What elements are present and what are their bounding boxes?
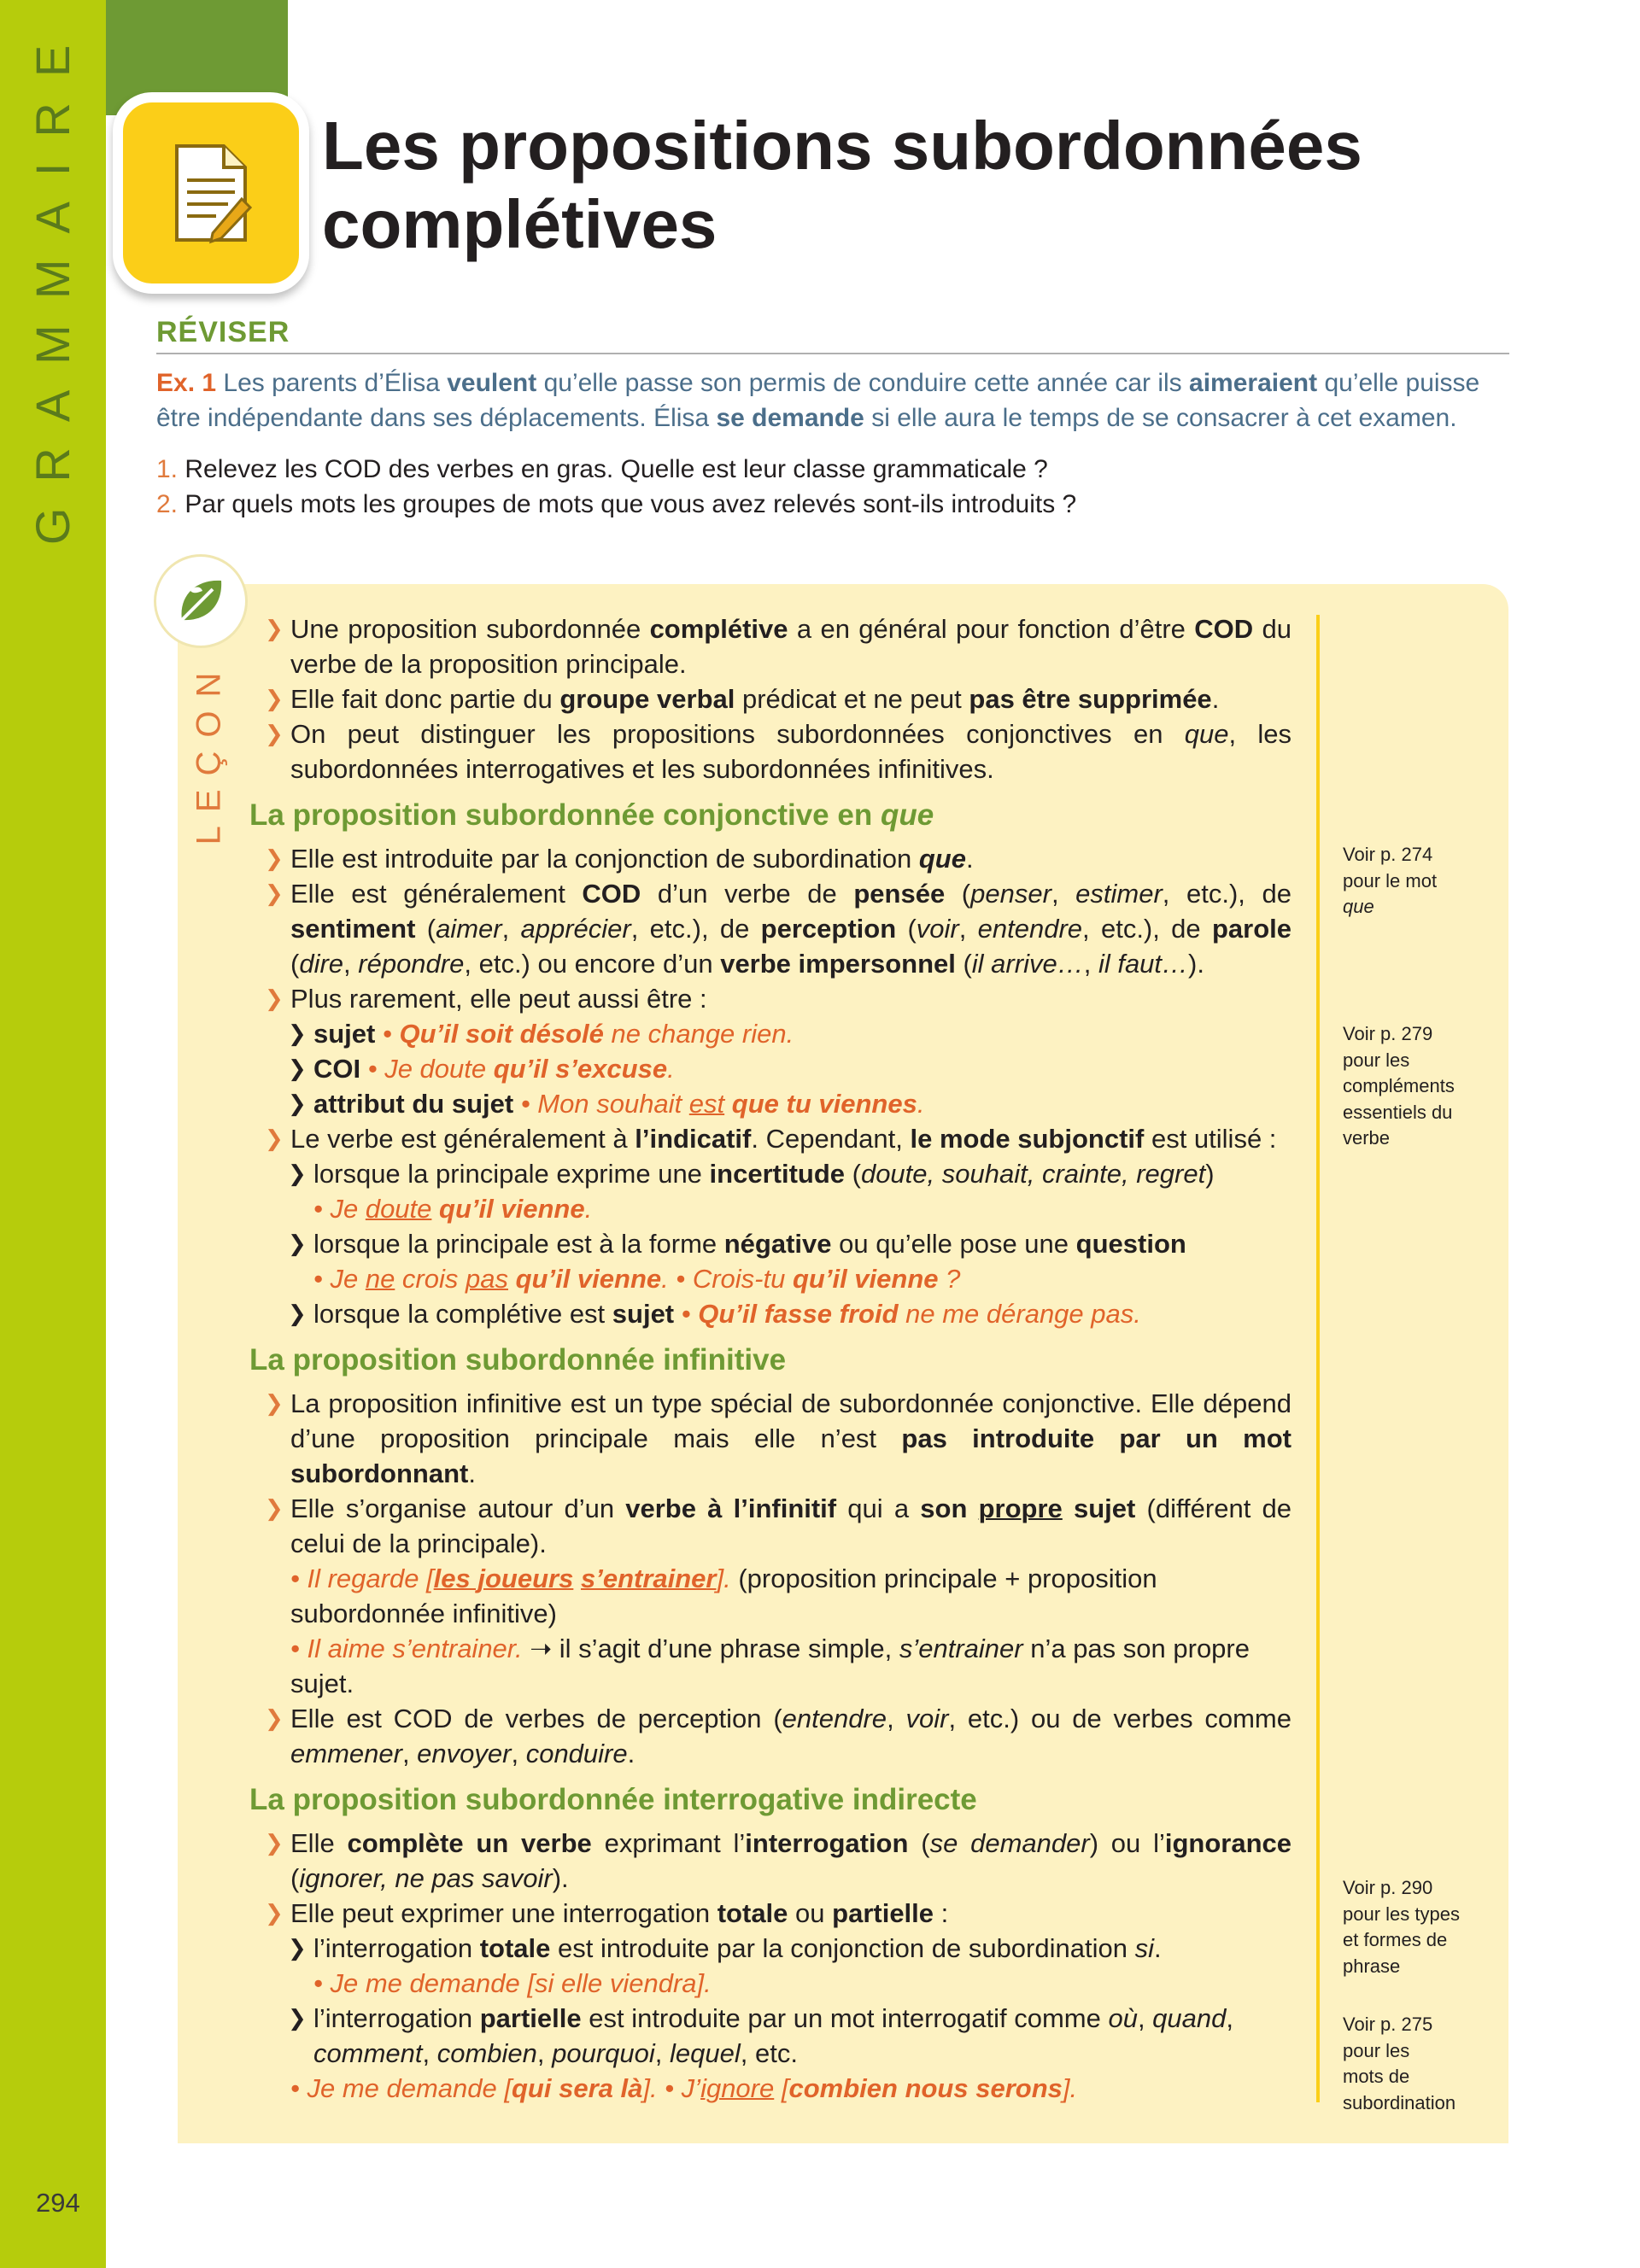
conj-sub-sujet: ❯ sujet • Qu’il soit désolé ne change rien.: [249, 1016, 1292, 1051]
margin-note-complements: Voir p. 279 pour les compléments essentiels du verbe: [1343, 1023, 1455, 1149]
exercise-text: Ex. 1 Les parents d’Élisa veulent qu’elle passe son permis de conduire cette année car ils aimeraient qu’elle puisse être indépendante dans ses déplacements. Élisa se demande si elle aura le temps de se consacrer à cet examen.: [156, 369, 1480, 432]
section-heading-conjonctive: La proposition subordonnée conjonctive en que: [249, 798, 934, 832]
margin-note-que: Voir p. 274 pour le mot que: [1343, 844, 1438, 917]
conj-sub-coi: ❯ COI • Je doute qu’il s’excuse.: [249, 1051, 1292, 1086]
inf-bullet-3: ❯ Elle est COD de verbes de perception (entendre, voir, etc.) ou de verbes comme emmener, envoyer, conduire.: [249, 1701, 1292, 1771]
intro-bullet-3: ❯ On peut distinguer les propositions subordonnées conjonctives en que, les subordonnées interrogatives et les subordonnées infinitives.: [249, 716, 1292, 786]
intro-bullet-2: ❯ Elle fait donc partie du groupe verbal prédicat et ne peut pas être supprimée.: [249, 681, 1292, 716]
margin-note-subordination: Voir p. 275 pour les mots de subordination: [1343, 2014, 1456, 2113]
lesson-content: [249, 611, 1292, 2106]
subj-example-2: • Je ne crois pas qu’il vienne. • Crois-tu qu’il vienne ?: [313, 1264, 961, 1294]
question-2: 2. Par quels mots les groupes de mots que vous avez relevés sont-ils introduits ?: [156, 490, 1077, 518]
conj-bullet-1: ❯ Elle est introduite par la conjonction de subordination que.: [249, 841, 1292, 876]
int-totale: ❯ l’interrogation totale est introduite par la conjonction de subordination si.: [249, 1931, 1292, 1966]
subj-case-1: ❯ lorsque la principale exprime une incertitude (doute, souhait, crainte, regret): [249, 1156, 1292, 1191]
divider: [1316, 615, 1320, 2102]
inf-bullet-2: ❯ Elle s’organise autour d’un verbe à l’infinitif qui a son propre sujet (différent de celui de la principale).: [249, 1491, 1292, 1561]
conj-bullet-4: ❯ Le verbe est généralement à l’indicatif. Cependant, le mode subjonctif est utilisé :: [249, 1121, 1292, 1156]
reviser-heading: RÉVISER: [156, 316, 1509, 354]
section-heading-interrogative: La proposition subordonnée interrogative indirecte: [249, 1783, 977, 1816]
question-list: [156, 452, 1509, 522]
int-totale-example: • Je me demande [si elle viendra].: [313, 1968, 712, 1998]
subj-case-3: ❯ lorsque la complétive est sujet • Qu’il fasse froid ne me dérange pas.: [249, 1296, 1292, 1331]
margin-note-types: Voir p. 290 pour les types et formes de phrase: [1343, 1877, 1460, 1977]
intro-bullet-1: ❯ Une proposition subordonnée complétive a en général pour fonction d’être COD du verbe de la proposition principale.: [249, 611, 1292, 681]
conj-sub-attribut: ❯ attribut du sujet • Mon souhait est que tu viennes.: [249, 1086, 1292, 1121]
int-partielle-example: • Je me demande [qui sera là]. • J’ignore [combien nous serons].: [290, 2073, 1078, 2103]
int-partielle: ❯ l’interrogation partielle est introduite par un mot interrogatif comme où, quand, comment, combien, pourquoi, lequel, etc.: [249, 2001, 1292, 2071]
conj-bullet-2: ❯ Elle est généralement COD d’un verbe de pensée (penser, estimer, etc.), de sentiment (aimer, apprécier, etc.), de perception (voir, entendre, etc.), de parole (dire, répondre, etc.) ou encore d’un verbe impersonnel (il arrive…, il faut…).: [249, 876, 1292, 981]
document-pencil-icon: [113, 92, 309, 294]
page-number: 294: [36, 2188, 80, 2218]
inf-bullet-1: ❯ La proposition infinitive est un type spécial de subordonnée conjonctive. Elle dépend d’une proposition principale mais elle n’est pas introduite par un mot subordonnant.: [249, 1386, 1292, 1491]
subj-case-2: ❯ lorsque la principale est à la forme négative ou qu’elle pose une question: [249, 1226, 1292, 1261]
leaf-quill-icon: [156, 557, 245, 646]
int-bullet-2: ❯ Elle peut exprimer une interrogation totale ou partielle :: [249, 1896, 1292, 1931]
subj-example-1: • Je doute qu’il vienne.: [313, 1194, 593, 1224]
inf-example-2: • Il aime s’entrainer. ➝ il s’agit d’une phrase simple, s’entrainer n’a pas son propre sujet.: [290, 1634, 1250, 1698]
question-1: 1. Relevez les COD des verbes en gras. Quelle est leur classe grammaticale ?: [156, 455, 1048, 483]
section-heading-infinitive: La proposition subordonnée infinitive: [249, 1343, 787, 1377]
page-title: Les propositions subordonnées complétives: [322, 108, 1362, 262]
section-label: GRAMMAIRE: [26, 19, 80, 545]
inf-example-1: • Il regarde [les joueurs s’entrainer]. (proposition principale + proposition subordonnée infinitive): [290, 1564, 1157, 1628]
int-bullet-1: ❯ Elle complète un verbe exprimant l’interrogation (se demander) ou l’ignorance (ignorer, ne pas savoir).: [249, 1826, 1292, 1896]
lesson-label: LEÇON: [190, 658, 228, 845]
conj-bullet-3: ❯ Plus rarement, elle peut aussi être :: [249, 981, 1292, 1016]
